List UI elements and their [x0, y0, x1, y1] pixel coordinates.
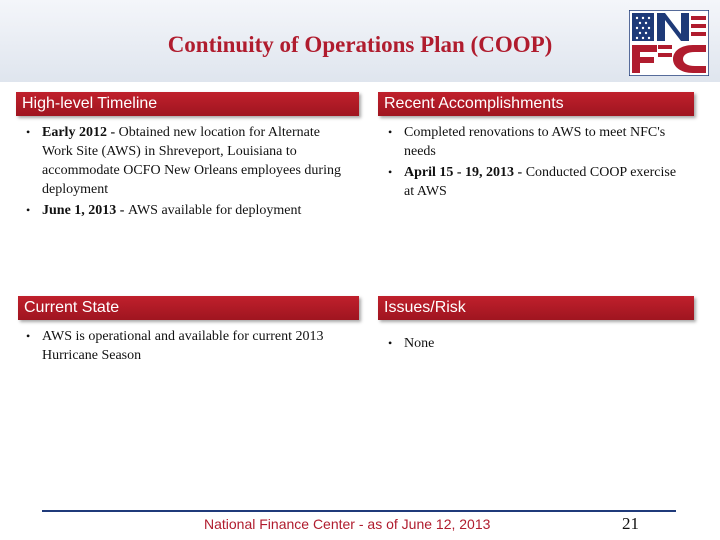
slide-title: Continuity of Operations Plan (COOP): [167, 32, 553, 57]
list-item: [386, 334, 686, 353]
timeline-list: [24, 123, 344, 222]
item-text: Conducted COOP exercise at AWS: [404, 165, 677, 199]
section-header-current-state: Current State: [18, 296, 359, 320]
page-number: 21: [622, 514, 639, 533]
section-header-timeline: High-level Timeline: [16, 92, 359, 116]
nfc-logo: [629, 10, 709, 76]
item-text: None: [404, 336, 435, 351]
item-lead: April 15 - 19, 2013 -: [404, 165, 526, 180]
list-item: [386, 163, 686, 201]
issues-list: [386, 334, 686, 355]
footer-divider: [42, 510, 676, 512]
item-lead: Early 2012 -: [42, 125, 119, 140]
list-item: [24, 201, 344, 220]
section-header-issues: Issues/Risk: [378, 296, 694, 320]
footer-text: National Finance Center - as of June 12, 2013: [204, 516, 491, 532]
current-state-list: [24, 327, 344, 367]
list-item: [24, 327, 344, 365]
item-text: AWS is operational and available for current 2013 Hurricane Season: [42, 329, 324, 363]
item-text: AWS available for deployment: [127, 203, 302, 218]
accomplishments-list: [386, 123, 686, 203]
item-lead: June 1, 2013 -: [42, 203, 128, 218]
item-text: Obtained new location for Alternate Work Site (AWS) in Shreveport, Louisiana to accommodate OCFO New Orleans employees during deployment: [42, 125, 341, 197]
list-item: [24, 123, 344, 199]
item-text: Completed renovations to AWS to meet NFC's needs: [404, 125, 666, 159]
list-item: [386, 123, 686, 161]
section-header-accomplishments: Recent Accomplishments: [378, 92, 694, 116]
